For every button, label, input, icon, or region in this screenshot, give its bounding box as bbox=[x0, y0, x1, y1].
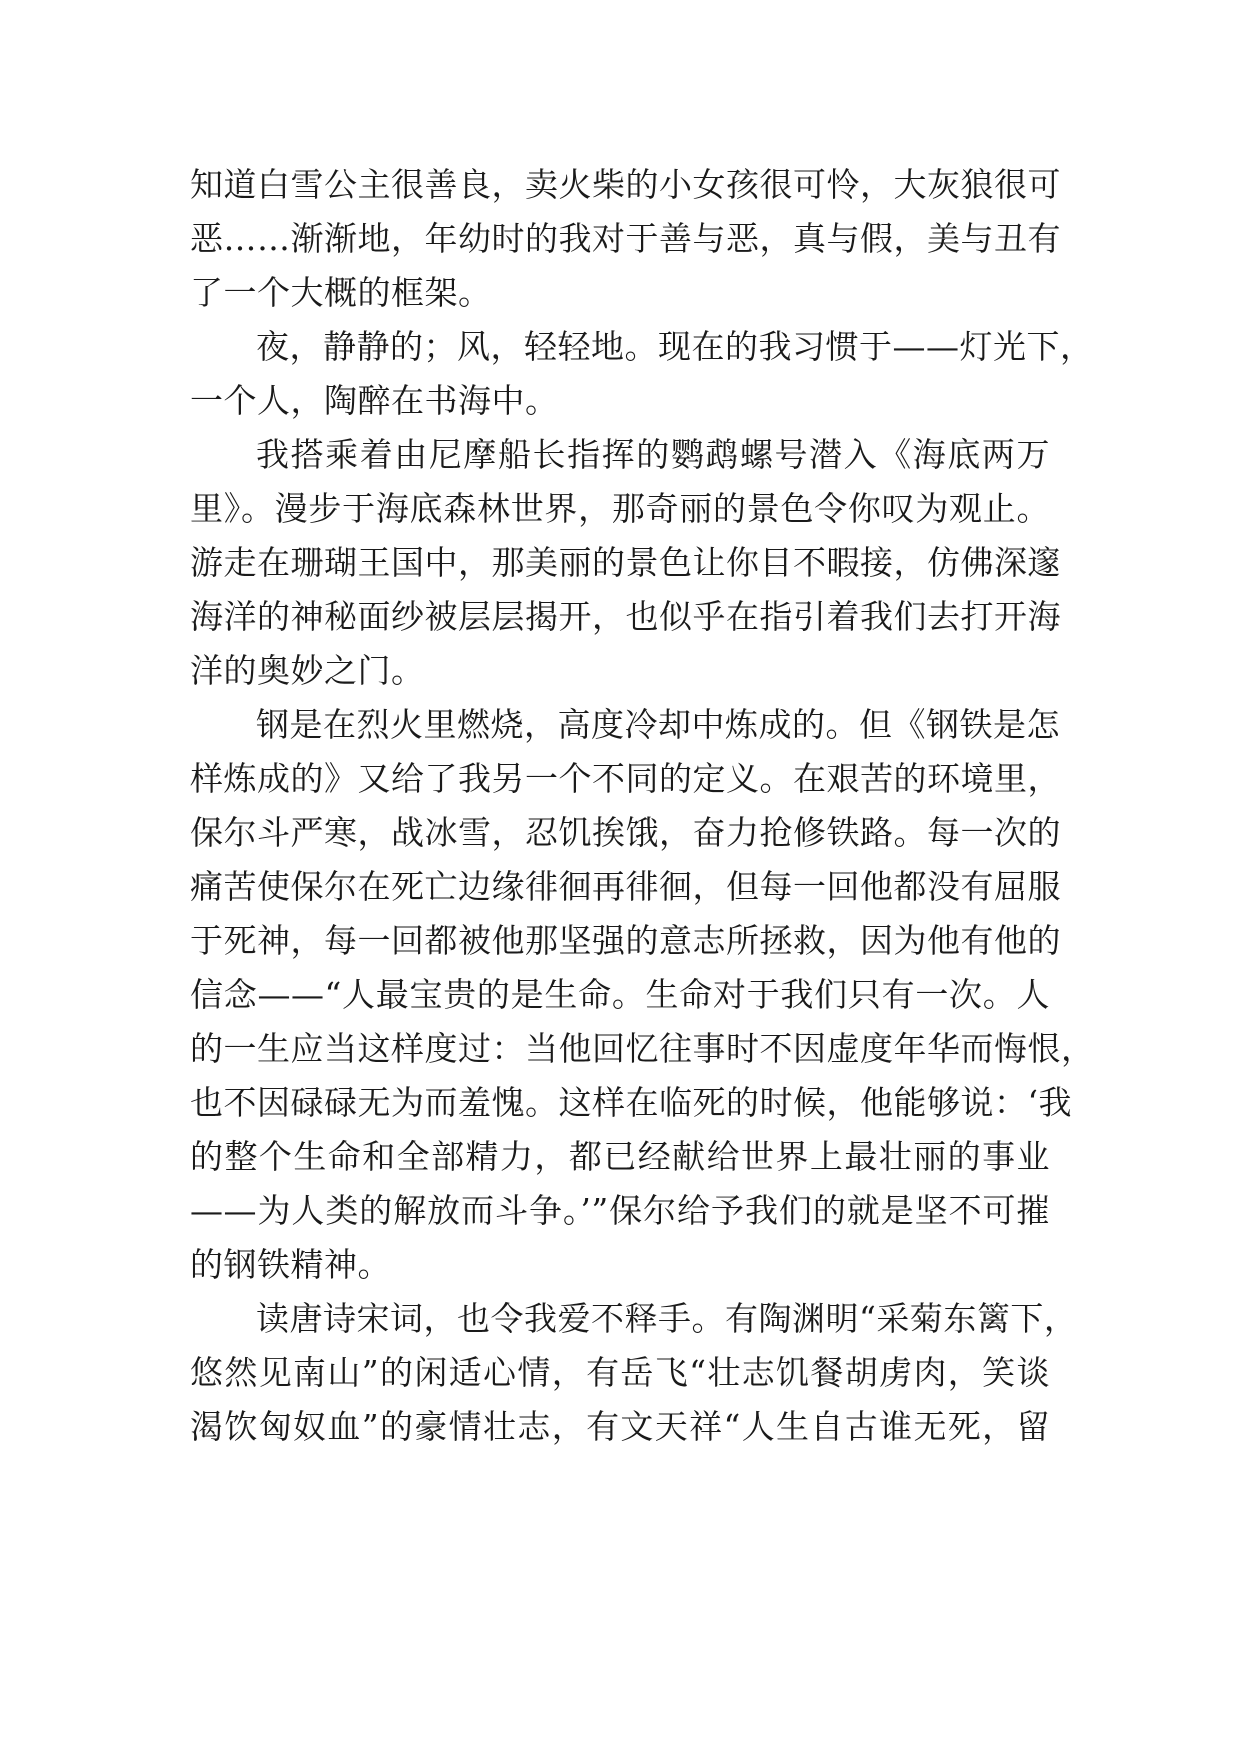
text-line: 我搭乘着由尼摩船长指挥的鹦鹉螺号潜入《海底两万 bbox=[256, 435, 1050, 474]
text-line: 洋的奥妙之门。 bbox=[190, 651, 425, 690]
text-line: 夜，静静的；风，轻轻地。现在的我习惯于——灯光下， bbox=[256, 327, 1094, 366]
text-line: 钢是在烈火里燃烧，高度冷却中炼成的。但《钢铁是怎 bbox=[256, 705, 1060, 744]
document-body bbox=[190, 158, 1095, 1454]
text-line: ——为人类的解放而斗争。’”保尔给予我们的就是坚不可摧 bbox=[190, 1191, 1050, 1230]
text-line: 的钢铁精神。 bbox=[190, 1245, 391, 1284]
text-line: 游走在珊瑚王国中，那美丽的景色让你目不暇接，仿佛深邃 bbox=[190, 543, 1061, 582]
text-line: 的整个生命和全部精力，都已经献给世界上最壮丽的事业 bbox=[190, 1137, 1050, 1176]
text-line: 知道白雪公主很善良，卖火柴的小女孩很可怜，大灰狼很可 bbox=[190, 165, 1061, 204]
text-line: 里》。漫步于海底森林世界，那奇丽的景色令你叹为观止。 bbox=[190, 489, 1050, 528]
text-line: 恶……渐渐地，年幼时的我对于善与恶，真与假，美与丑有 bbox=[190, 219, 1061, 258]
text-line: 读唐诗宋词，也令我爱不释手。有陶渊明“采菊东篱下， bbox=[256, 1299, 1078, 1338]
text-line: 渴饮匈奴血”的豪情壮志，有文天祥“人生自古谁无死，留 bbox=[190, 1407, 1050, 1446]
text-line: 悠然见南山”的闲适心情，有岳飞“壮志饥餐胡虏肉，笑谈 bbox=[190, 1353, 1050, 1392]
text-line: 一个人，陶醉在书海中。 bbox=[190, 381, 559, 420]
text-line: 也不因碌碌无为而羞愧。这样在临死的时候，他能够说：‘我 bbox=[190, 1083, 1072, 1122]
text-line: 保尔斗严寒，战冰雪，忍饥挨饿，奋力抢修铁路。每一次的 bbox=[190, 813, 1061, 852]
text-line: 海洋的神秘面纱被层层揭开，也似乎在指引着我们去打开海 bbox=[190, 597, 1061, 636]
text-line: 信念——“人最宝贵的是生命。生命对于我们只有一次。人 bbox=[190, 975, 1050, 1014]
text-line: 痛苦使保尔在死亡边缘徘徊再徘徊，但每一回他都没有屈服 bbox=[190, 867, 1061, 906]
text-line: 于死神，每一回都被他那坚强的意志所拯救，因为他有他的 bbox=[190, 921, 1061, 960]
text-line: 了一个大概的框架。 bbox=[190, 273, 492, 312]
text-line: 样炼成的》又给了我另一个不同的定义。在艰苦的环境里， bbox=[190, 759, 1061, 798]
text-line: 的一生应当这样度过：当他回忆往事时不因虚度年华而悔恨， bbox=[190, 1029, 1095, 1068]
